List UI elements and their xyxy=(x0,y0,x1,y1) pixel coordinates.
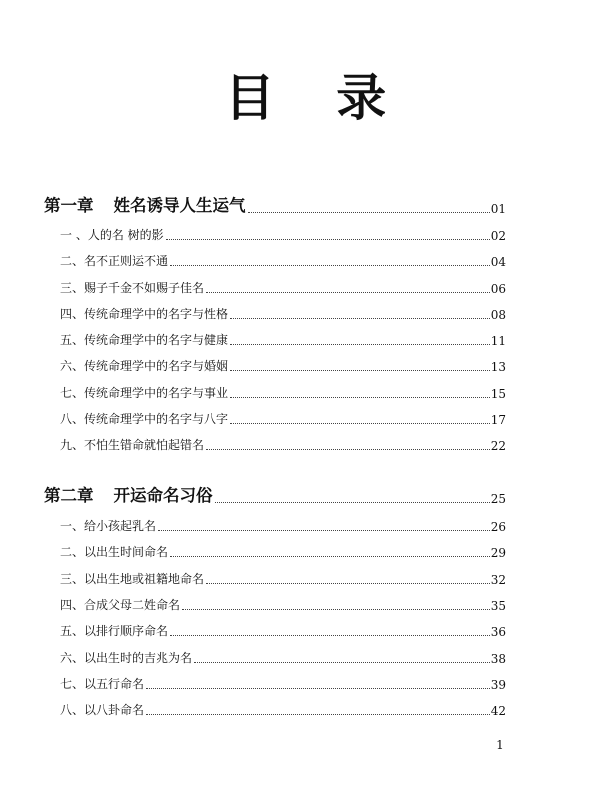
page-number: 35 xyxy=(490,599,506,613)
toc-entry[interactable] xyxy=(60,591,506,613)
page-number: 38 xyxy=(490,652,506,666)
chapter-number: 第一章 xyxy=(44,196,94,215)
page-number: 17 xyxy=(490,413,506,427)
entry-title: 二、以出生时间命名 xyxy=(60,545,169,559)
page-number: 02 xyxy=(490,229,506,243)
leader-dots xyxy=(206,582,490,584)
toc-entry[interactable] xyxy=(60,300,506,322)
page-number: 15 xyxy=(490,387,506,401)
toc-entry[interactable] xyxy=(60,431,506,453)
toc-entry[interactable] xyxy=(60,405,506,427)
leader-dots xyxy=(166,238,490,240)
entry-title: 六、以出生时的吉兆为名 xyxy=(60,651,193,665)
page-number: 22 xyxy=(490,439,506,453)
leader-dots xyxy=(248,211,490,213)
leader-dots xyxy=(158,529,490,531)
page-number: 01 xyxy=(490,202,506,216)
leader-dots xyxy=(146,713,490,715)
entry-title: 一 、人的名 树的影 xyxy=(60,228,164,242)
toc-entry[interactable] xyxy=(60,379,506,401)
leader-dots xyxy=(194,661,490,663)
entry-title: 一、给小孩起乳名 xyxy=(60,519,157,533)
entry-title: 三、以出生地或祖籍地命名 xyxy=(60,572,205,586)
chapter-number: 第二章 xyxy=(44,486,94,505)
leader-dots xyxy=(146,687,490,689)
page-number: 13 xyxy=(490,360,506,374)
toc-chapter-2[interactable] xyxy=(44,484,506,506)
leader-dots xyxy=(230,343,490,345)
page-number: 29 xyxy=(490,546,506,560)
toc-entry[interactable] xyxy=(60,644,506,666)
entry-title: 五、传统命理学中的名字与健康 xyxy=(60,333,229,347)
toc-entry[interactable] xyxy=(60,538,506,560)
entry-title: 九、不怕生错命就怕起错名 xyxy=(60,438,205,452)
page-title: 目 录 xyxy=(224,68,409,127)
page-number: 06 xyxy=(490,282,506,296)
leader-dots xyxy=(170,634,490,636)
leader-dots xyxy=(206,448,490,450)
page-number: 39 xyxy=(490,678,506,692)
toc-entry[interactable] xyxy=(60,696,506,718)
leader-dots xyxy=(170,264,490,266)
entry-title: 三、赐子千金不如赐子佳名 xyxy=(60,281,205,295)
leader-dots xyxy=(215,501,490,503)
leader-dots xyxy=(182,608,490,610)
toc-entry[interactable] xyxy=(60,512,506,534)
page-number: 11 xyxy=(490,334,506,348)
leader-dots xyxy=(206,291,490,293)
entry-title: 六、传统命理学中的名字与婚姻 xyxy=(60,359,229,373)
leader-dots xyxy=(230,369,490,371)
toc-entry[interactable] xyxy=(60,352,506,374)
entry-title: 五、以排行顺序命名 xyxy=(60,624,169,638)
entry-title: 二、名不正则运不通 xyxy=(60,254,169,268)
toc-entry[interactable] xyxy=(60,670,506,692)
toc-entry[interactable] xyxy=(60,274,506,296)
page-number: 32 xyxy=(490,573,506,587)
toc-entry[interactable] xyxy=(60,617,506,639)
page-number: 08 xyxy=(490,308,506,322)
leader-dots xyxy=(230,317,490,319)
toc-entry[interactable] xyxy=(60,565,506,587)
leader-dots xyxy=(230,396,490,398)
toc-entry[interactable] xyxy=(60,326,506,348)
leader-dots xyxy=(230,422,490,424)
entry-title: 四、合成父母二姓命名 xyxy=(60,598,181,612)
page-number: 04 xyxy=(490,255,506,269)
page-number: 26 xyxy=(490,520,506,534)
page-number: 42 xyxy=(490,704,506,718)
entry-title: 七、传统命理学中的名字与事业 xyxy=(60,386,229,400)
chapter-title: 开运命名习俗 xyxy=(113,486,213,505)
leader-dots xyxy=(170,555,490,557)
footer-page-number: 1 xyxy=(496,738,504,752)
toc-entry[interactable] xyxy=(60,221,506,243)
entry-title: 七、以五行命名 xyxy=(60,677,145,691)
entry-title: 四、传统命理学中的名字与性格 xyxy=(60,307,229,321)
entry-title: 八、传统命理学中的名字与八字 xyxy=(60,412,229,426)
chapter-title: 姓名诱导人生运气 xyxy=(113,196,246,215)
toc-chapter-1[interactable] xyxy=(44,194,506,216)
page-number: 25 xyxy=(490,492,506,506)
toc-entry[interactable] xyxy=(60,247,506,269)
entry-title: 八、以八卦命名 xyxy=(60,703,145,717)
page-number: 36 xyxy=(490,625,506,639)
